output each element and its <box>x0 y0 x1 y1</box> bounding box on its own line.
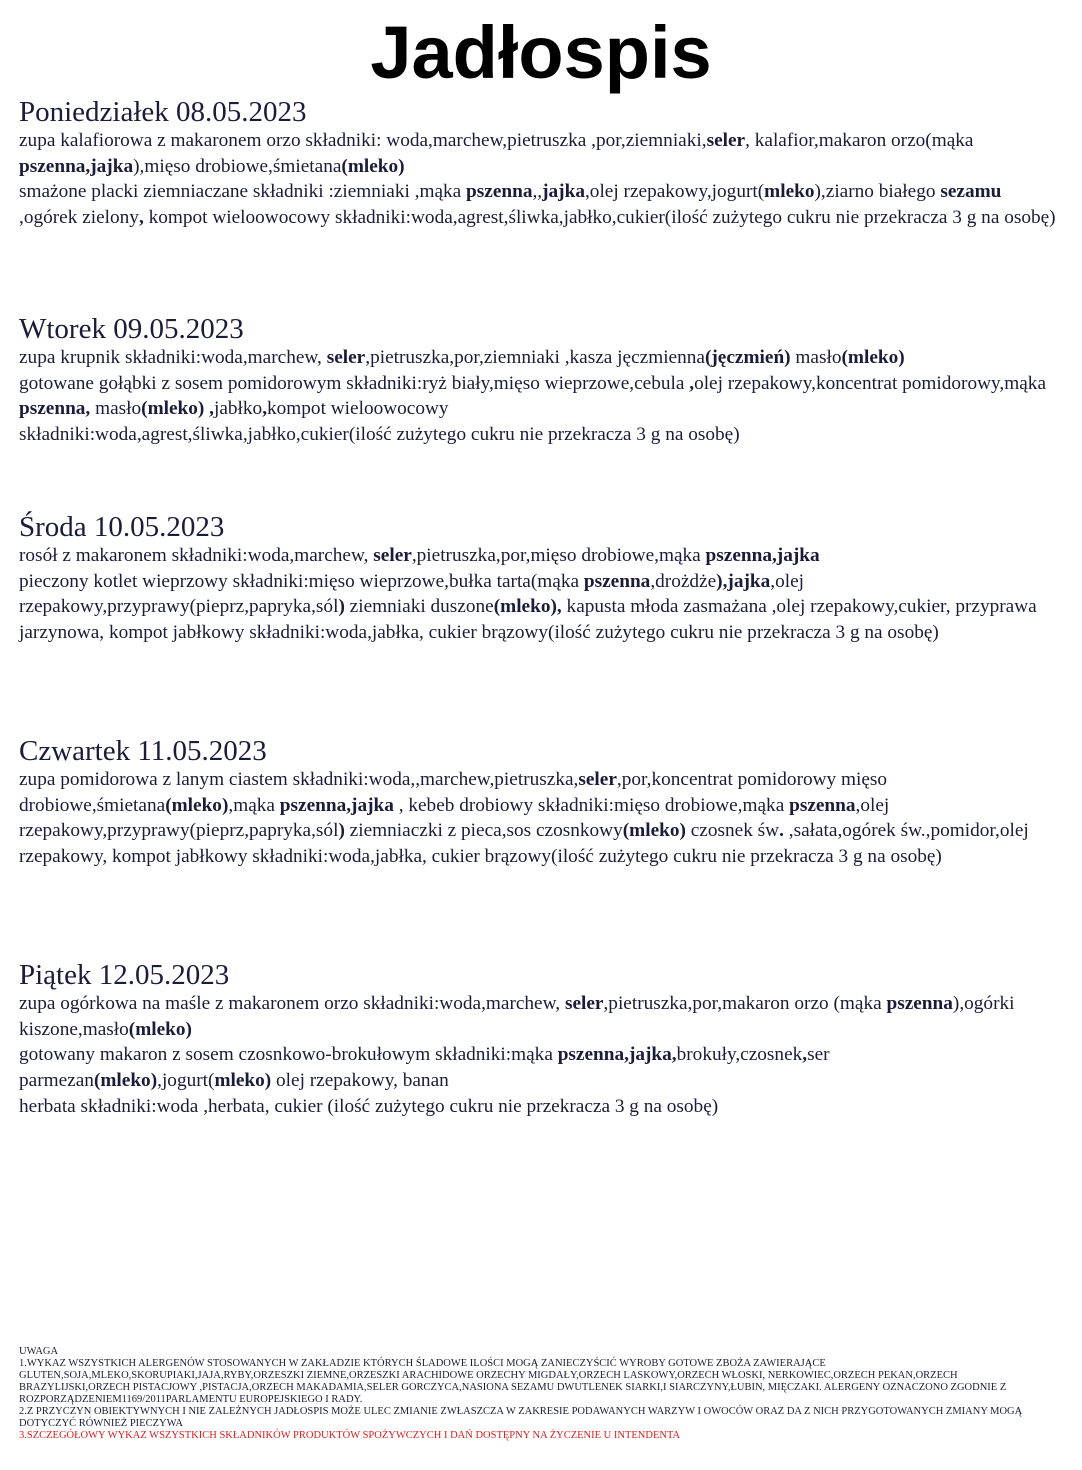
ingredient-text: , kalafior,makaron orzo(mąka <box>745 130 974 151</box>
ingredient-text: olej rzepakowy,koncentrat pomidorowy,mąka <box>694 372 1047 394</box>
ingredient-text: ,mąka <box>228 794 280 816</box>
allergen-text: ) <box>338 820 345 842</box>
allergen-text: , <box>204 398 214 420</box>
ingredient-text: składniki:woda,agrest,śliwka,jabłko,cukier(ilość zużytego cukru nie przekracza 3 g na osobę) <box>19 424 740 446</box>
allergen-text: , <box>262 398 268 420</box>
menu-line <box>19 543 1064 569</box>
menu-line <box>19 569 1064 646</box>
menu-line <box>19 128 1064 179</box>
ingredient-text: masło <box>90 398 142 420</box>
note-changes: 2.Z PRZYCZYN OBIEKTYWNYCH I NIE ZALEŻNYCH JADŁOSPIS MOŻE ULEC ZMIANIE ZWŁASZCZA W ZAKRESIE PODAWANYCH WARZYW I OWOCÓW ORAZ DA Z NICH PRZYGOTOWANYCH ZMIANY MOGĄ DOTYCZYĆ RÓWNIEŻ PIECZYWA <box>19 1406 1023 1429</box>
ingredient-text: ,pietruszka,por,makaron orzo (mąka <box>603 993 887 1014</box>
ingredient-text: herbata składniki:woda ,herbata, cukier (ilość zużytego cukru nie przekracza 3 g na osobę) <box>19 1095 719 1117</box>
allergen-text: seler <box>373 545 412 566</box>
allergen-text: seler <box>578 769 617 790</box>
allergen-text: (jęczmień) <box>704 347 791 368</box>
allergen-text: (mleko) <box>341 155 405 177</box>
allergen-text: mleko) <box>214 1070 272 1092</box>
ingredient-text: gotowane gołąbki z sosem pomidorowym składniki:ryż biały,mięso wieprzowe,cebula <box>19 372 690 394</box>
ingredient-text: rosół z makaronem składniki:woda,marchew, <box>19 545 374 566</box>
day-tuesday <box>19 313 1064 448</box>
day-heading: Piątek 12.05.2023 <box>19 959 230 991</box>
allergen-text: pszenna, <box>19 398 91 420</box>
allergen-text: ),jajka <box>716 570 771 592</box>
ingredient-text: ,olej rzepakowy,jogurt( <box>584 181 765 203</box>
menu-line <box>19 371 1064 422</box>
ingredient-text: ,, <box>532 181 543 203</box>
allergen-text: (mleko), <box>493 596 562 618</box>
ingredient-text: ),ziarno białego <box>814 181 941 203</box>
allergen-text: pszenna <box>886 993 953 1014</box>
allergen-text: pszenna,jajka, <box>557 1044 677 1066</box>
day-heading: Czwartek 11.05.2023 <box>19 735 267 767</box>
menu-line <box>19 1094 1064 1120</box>
allergen-text: . <box>779 820 784 842</box>
day-wednesday <box>19 511 1064 646</box>
menu-line <box>19 345 1064 371</box>
ingredient-text: ser parmezan <box>19 1044 830 1092</box>
page-title: Jadłospis <box>370 11 712 94</box>
ingredient-text: ,olej rzepakowy,przyprawy(pieprz,papryka,sól <box>19 570 804 618</box>
allergen-text: (mleko) <box>622 820 686 842</box>
ingredient-text: masło <box>790 347 842 368</box>
ingredient-text: olej rzepakowy, banan <box>271 1070 449 1092</box>
allergen-text: seler <box>326 347 366 368</box>
ingredient-text: czosnek św <box>685 820 780 842</box>
allergen-text: jajka <box>542 181 585 203</box>
note-ingredients: 3.SZCZEGÓŁOWY WYKAZ WSZYSTKICH SKŁADNIKÓW PRODUKTÓW SPOŻYWCZYCH I DAŃ DOSTĘPNY NA ŻYCZENIE U INTENDENTA <box>19 1430 681 1441</box>
ingredient-text: gotowany makaron z sosem czosnkowo-brokułowym składniki:mąka <box>19 1044 558 1066</box>
allergen-text: pszenna <box>789 794 856 816</box>
allergen-text: seler <box>564 993 604 1014</box>
ingredient-text: , kebeb drobiowy składniki:mięso drobiowe,mąka <box>393 794 790 816</box>
ingredient-text: ,por,koncentrat pomidorowy mięso drobiowe,śmietana <box>19 769 888 816</box>
day-heading: Poniedziałek 08.05.2023 <box>19 96 307 128</box>
allergen-text: mleko <box>764 181 815 203</box>
allergen-text: sezamu <box>940 181 1002 203</box>
ingredient-text: kapusta młoda zasmażana ,olej rzepakowy,cukier, przyprawa jarzynowa, kompot jabłkowy składniki:woda,jabłka, cukier brązowy(ilość zużytego cukru nie przekracza 3 g na osobę) <box>19 596 1037 644</box>
allergen-text: pszenna <box>466 181 533 203</box>
ingredient-text: ,pietruszka,por,mięso drobiowe,mąka <box>411 545 706 566</box>
ingredient-text: ,pietruszka,por,ziemniaki ,kasza jęczmienna <box>365 347 705 368</box>
ingredient-text: zupa ogórkowa na maśle z makaronem orzo składniki:woda,marchew, <box>19 993 565 1014</box>
menu-line <box>19 179 1064 230</box>
menu-line <box>19 422 1064 448</box>
notes-heading: UWAGA <box>19 1346 59 1357</box>
ingredient-text: ,sałata,ogórek św.,pomidor,olej rzepakowy, kompot jabłkowy składniki:woda,jabłka, cukier brązowy(ilość zużytego cukru nie przekracza 3 g na osobę) <box>19 820 1029 868</box>
notes <box>19 1346 1049 1442</box>
menu-line <box>19 991 1064 1042</box>
day-friday <box>19 959 1064 1120</box>
allergen-text: , <box>138 207 144 229</box>
menu-line <box>19 767 1064 870</box>
allergen-text: pszenna,jajka <box>279 794 394 816</box>
ingredient-text: ),mięso drobiowe,śmietana <box>133 155 342 177</box>
menu-line <box>19 1042 1064 1093</box>
ingredient-text: ),ogórki kiszone,masło <box>19 993 1015 1040</box>
day-heading: Środa 10.05.2023 <box>19 511 225 543</box>
day-heading: Wtorek 09.05.2023 <box>19 313 244 345</box>
ingredient-text: ziemniaki duszone <box>344 596 494 618</box>
allergen-text: pszenna,jajka <box>19 155 134 177</box>
ingredient-text: kompot wieloowocowy <box>267 398 449 420</box>
ingredient-text: pieczony kotlet wieprzowy składniki:mięso wieprzowe,bułka tarta(mąka <box>19 570 584 592</box>
ingredient-text: ,olej rzepakowy,przyprawy(pieprz,papryka,sól <box>19 794 890 842</box>
allergen-text: , <box>802 1044 808 1066</box>
note-allergens: 1.WYKAZ WSZYSTKICH ALERGENÓW STOSOWANYCH W ZAKŁADZIE KTÓRYCH ŚLADOWE ILOŚCI MOGĄ ZANIECZYŚCIĆ WYROBY GOTOWE ZBOŻA ZAWIERAJĄCE GLUTEN,SOJA,MLEKO,SKORUPIAKI,JAJA,RYBY,ORZESZKI ZIEMNE,ORZESZKI ARACHIDOWE ORZECHY MIGDAŁY,ORZECH LASKOWY,ORZECH WŁOSKI, NERKOWIEC,ORZECH PEKAN,ORZECH BRAZYLIJSKI,ORZECH PISTACJOWY ,PISTACJA,ORZECH MAKADAMIA,SELER GORCZYCA,NASIONA SEZAMU DWUTLENEK SIARKI,I SIARCZYNY,ŁUBIN, MIĘCZAKI. ALERGENY OZNACZONO ZGODNIE Z ROZPORZĄDZENIEM1169/2011PARLAMENTU EUROPEJSKIEGO I RADY. <box>19 1358 1007 1405</box>
allergen-text: (mleko) <box>128 1018 192 1040</box>
allergen-text: , <box>689 372 695 394</box>
ingredient-text: jabłko <box>213 398 263 420</box>
ingredient-text: zupa pomidorowa z lanym ciastem składniki:woda,,marchew,pietruszka, <box>19 769 579 790</box>
allergen-text: pszenna <box>583 570 651 592</box>
ingredient-text: zupa kalafiorowa z makaronem orzo składniki: woda,marchew,pietruszka ,por,ziemniaki, <box>19 130 707 151</box>
ingredient-text: ,drożdże <box>650 570 717 592</box>
ingredient-text: ,jogurt( <box>157 1070 215 1092</box>
allergen-text: pszenna,jajka <box>705 545 820 566</box>
ingredient-text: kompot wieloowocowy składniki:woda,agrest,śliwka,jabłko,cukier(ilość zużytego cukru nie przekracza 3 g na osobę) <box>143 207 1056 229</box>
allergen-text: (mleko) <box>93 1070 158 1092</box>
allergen-text: (mleko) <box>165 794 229 816</box>
day-monday <box>19 96 1064 231</box>
allergen-text: (mleko) <box>841 347 905 368</box>
ingredient-text: brokuły,czosnek <box>676 1044 803 1066</box>
ingredient-text: ,ogórek zielony <box>19 207 139 229</box>
ingredient-text: ziemniaczki z pieca,sos czosnkowy <box>344 820 623 842</box>
allergen-text: seler <box>706 130 746 151</box>
day-thursday <box>19 735 1064 870</box>
ingredient-text: zupa krupnik składniki:woda,marchew, <box>19 347 327 368</box>
allergen-text: ) <box>338 596 345 618</box>
allergen-text: (mleko) <box>141 398 205 420</box>
ingredient-text: smażone placki ziemniaczane składniki :ziemniaki ,mąka <box>19 181 467 203</box>
